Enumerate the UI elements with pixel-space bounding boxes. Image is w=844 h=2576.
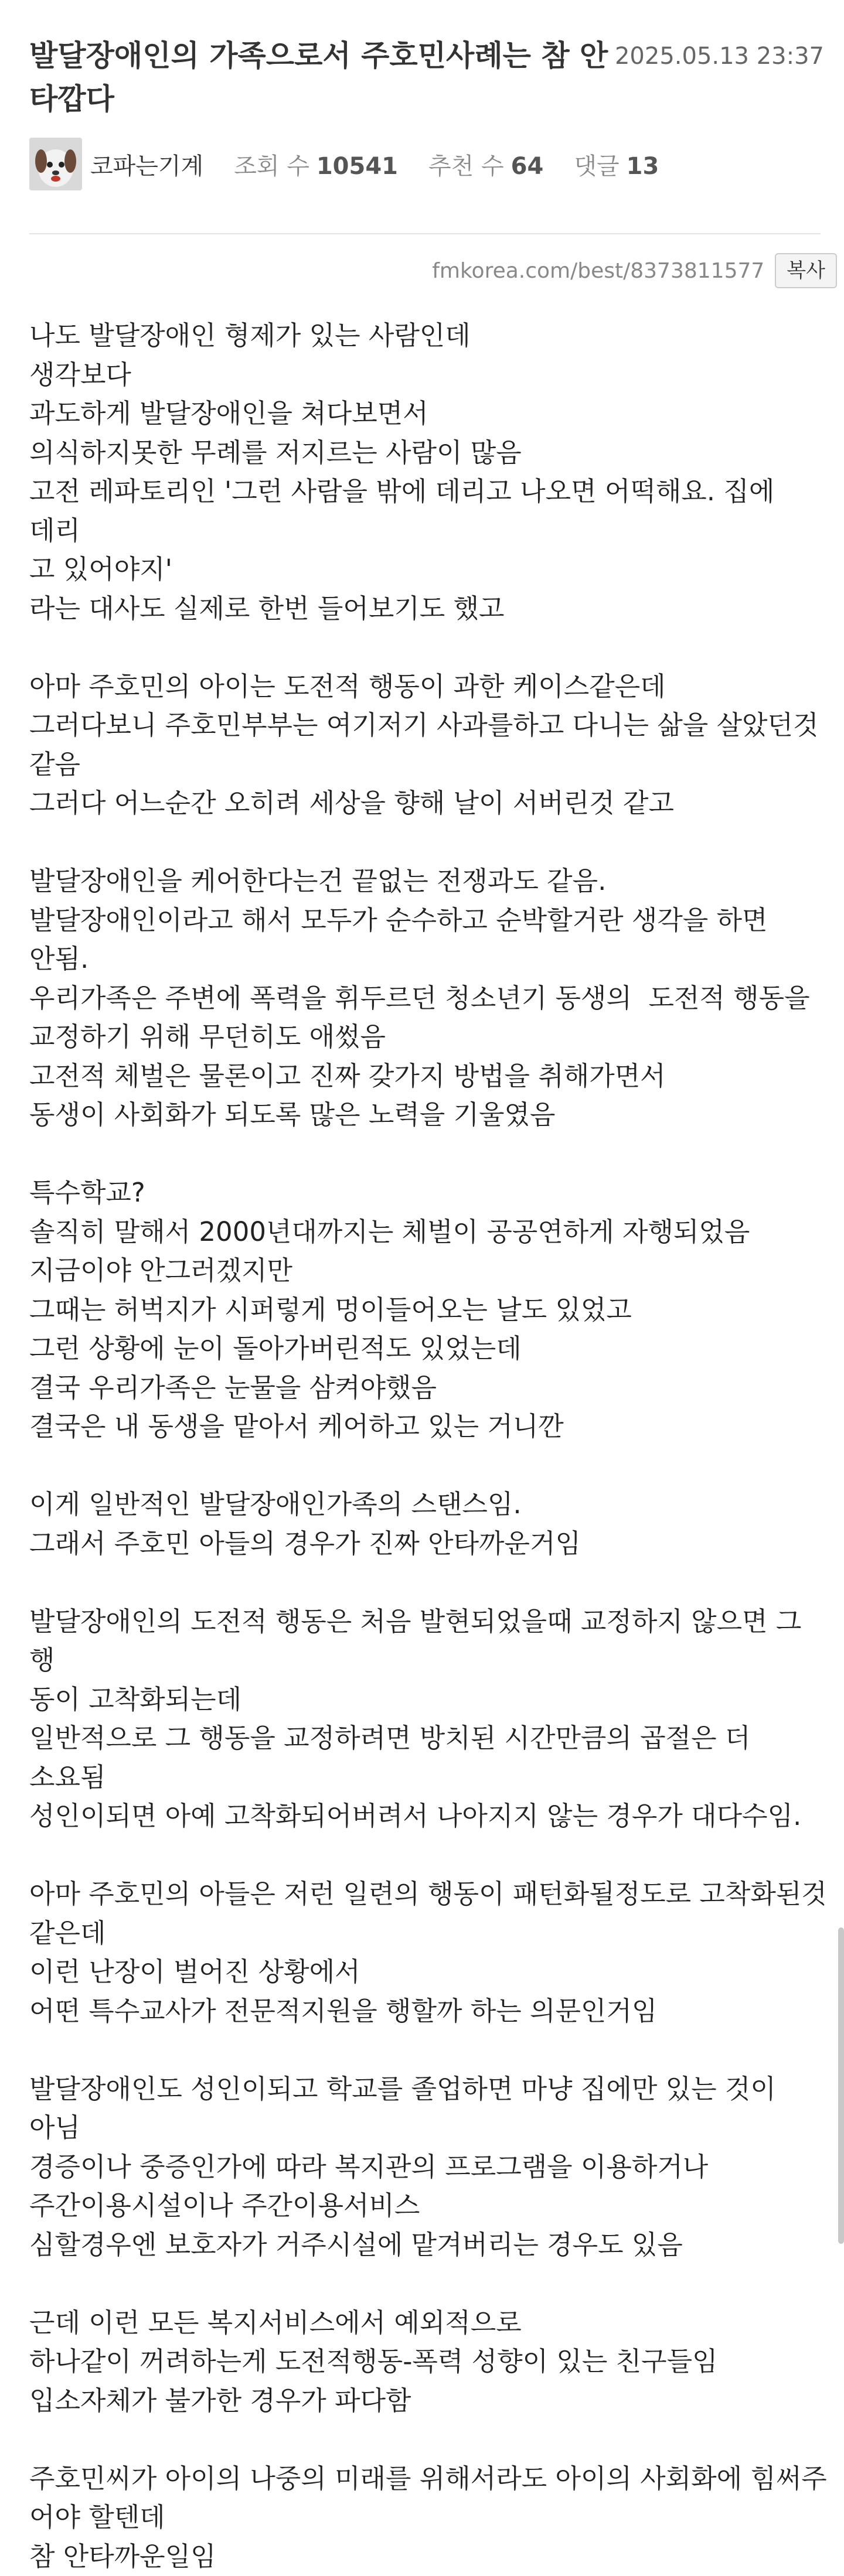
avatar-image (29, 138, 82, 190)
body-line: 결국 우리가족은 눈물을 삼켜야했음 (29, 1369, 832, 1408)
body-line: 결국은 내 동생을 맡아서 케어하고 있는 거니깐 (29, 1407, 832, 1446)
body-line: 발달장애인을 케어한다는건 끝없는 전쟁과도 같음. (29, 862, 832, 901)
body-line: 고전적 체벌은 물론이고 진짜 갖가지 방법을 취해가면서 (29, 1057, 832, 1096)
paragraph-gap (29, 1563, 832, 1602)
body-line: 경증이나 중증인가에 따라 복지관의 프로그램을 이용하거나 (29, 2148, 832, 2187)
body-line: 특수학교? (29, 1173, 832, 1213)
comment-count[interactable] (574, 148, 659, 181)
body-line: 의식하지못한 무례를 저지르는 사람이 많음 (29, 434, 832, 473)
body-line: 그러다 어느순간 오히려 세상을 향해 날이 서버린것 같고 (29, 784, 832, 823)
body-line: 그때는 허벅지가 시퍼렇게 멍이들어오는 날도 있었고 (29, 1291, 832, 1330)
share-url-row (432, 253, 837, 288)
body-line: 생각보다 (29, 356, 832, 395)
body-line: 발달장애인이라고 해서 모두가 순수하고 순박할거란 생각을 하면 안됨. (29, 901, 832, 979)
body-line: 어떤 특수교사가 전문적지원을 행할까 하는 의문인거임 (29, 1992, 832, 2031)
paragraph-gap (29, 2420, 832, 2459)
post-meta (29, 135, 821, 193)
body-line: 우리가족은 주변에 폭력을 휘두르던 청소년기 동생의 도전적 행동을 (29, 979, 832, 1018)
body-line: 이런 난장이 벌어진 상황에서 (29, 1953, 832, 1992)
body-line: 동이 고착화되는데 (29, 1680, 832, 1719)
paragraph-gap (29, 628, 832, 667)
body-line: 발달장애인도 성인이되고 학교를 졸업하면 마냥 집에만 있는 것이 아님 (29, 2070, 832, 2148)
body-line: 동생이 사회화가 되도록 많은 노력을 기울였음 (29, 1096, 832, 1135)
body-line: 발달장애인의 도전적 행동은 처음 발현되었을때 교정하지 않으면 그 행 (29, 1602, 832, 1680)
paragraph-gap (29, 1135, 832, 1174)
body-line: 같은데 (29, 1914, 832, 1953)
body-line: 근데 이런 모든 복지서비스에서 예외적으로 (29, 2304, 832, 2343)
paragraph-gap (29, 1446, 832, 1486)
body-line: 라는 대사도 실제로 한번 들어보기도 했고 (29, 589, 832, 629)
post-date: 2025.05.13 23:37 (615, 39, 824, 74)
post-body (29, 316, 832, 2576)
paragraph-gap (29, 823, 832, 862)
view-count-value: 10541 (316, 153, 398, 180)
body-line: 이게 일반적인 발달장애인가족의 스탠스임. (29, 1485, 832, 1524)
view-count-label: 조회 수 (234, 153, 309, 180)
post-title: 발달장애인의 가족으로서 주호민사례는 참 안타깝다 (29, 34, 615, 121)
post-url[interactable]: fmkorea.com/best/8373811577 (432, 259, 764, 283)
body-line: 어야 할텐데 (29, 2498, 832, 2537)
body-line: 주호민씨가 아이의 나중의 미래를 위해서라도 아이의 사회화에 힘써주 (29, 2459, 832, 2499)
body-line: 같음 (29, 745, 832, 784)
header-divider (29, 233, 821, 234)
scrollbar-thumb[interactable] (838, 1927, 844, 2244)
body-line: 참 안타까운일임 (29, 2537, 832, 2576)
like-count (428, 148, 543, 181)
copy-url-button[interactable]: 복사 (775, 253, 837, 288)
body-line: 솔직히 말해서 2000년대까지는 체벌이 공공연하게 자행되었음 (29, 1213, 832, 1252)
dog-face-avatar-icon[interactable] (29, 138, 82, 190)
body-line: 주간이용시설이나 주간이용서비스 (29, 2186, 832, 2226)
body-line: 교정하기 위해 무던히도 애썼음 (29, 1018, 832, 1057)
body-line: 그런 상황에 눈이 돌아가버린적도 있었는데 (29, 1329, 832, 1369)
body-line: 나도 발달장애인 형제가 있는 사람인데 (29, 316, 832, 356)
view-count (234, 148, 398, 181)
body-line: 하나같이 꺼려하는게 도전적행동-폭력 성향이 있는 친구들임 (29, 2342, 832, 2381)
author-name[interactable]: 코파는기계 (90, 148, 203, 181)
paragraph-gap (29, 2031, 832, 2070)
comment-count-label: 댓글 (574, 153, 619, 180)
like-count-value: 64 (511, 153, 544, 180)
body-line: 일반적으로 그 행동을 교정하려면 방치된 시간만큼의 곱절은 더 소요됨 (29, 1719, 832, 1797)
body-line: 심할경우엔 보호자가 거주시설에 맡겨버리는 경우도 있음 (29, 2226, 832, 2265)
body-line: 고 있어야지' (29, 550, 832, 589)
paragraph-gap (29, 2264, 832, 2304)
body-line: 그래서 주호민 아들의 경우가 진짜 안타까운거임 (29, 1524, 832, 1564)
body-line: 입소자체가 불가한 경우가 파다함 (29, 2381, 832, 2421)
body-line: 지금이야 안그러겠지만 (29, 1251, 832, 1291)
body-line: 아마 주호민의 아이는 도전적 행동이 과한 케이스같은데 (29, 667, 832, 707)
body-line: 아마 주호민의 아들은 저런 일련의 행동이 패턴화될정도로 고착화된것 (29, 1875, 832, 1914)
like-count-label: 추천 수 (428, 153, 504, 180)
body-line: 고전 레파토리인 '그런 사람을 밖에 데리고 나오면 어떡해요. 집에 데리 (29, 472, 832, 550)
body-line: 그러다보니 주호민부부는 여기저기 사과를하고 다니는 삶을 살았던것 (29, 706, 832, 745)
comment-count-value: 13 (627, 153, 659, 180)
paragraph-gap (29, 1836, 832, 1875)
body-line: 성인이되면 아예 고착화되어버려서 나아지지 않는 경우가 대다수임. (29, 1797, 832, 1836)
body-line: 과도하게 발달장애인을 쳐다보면서 (29, 394, 832, 434)
